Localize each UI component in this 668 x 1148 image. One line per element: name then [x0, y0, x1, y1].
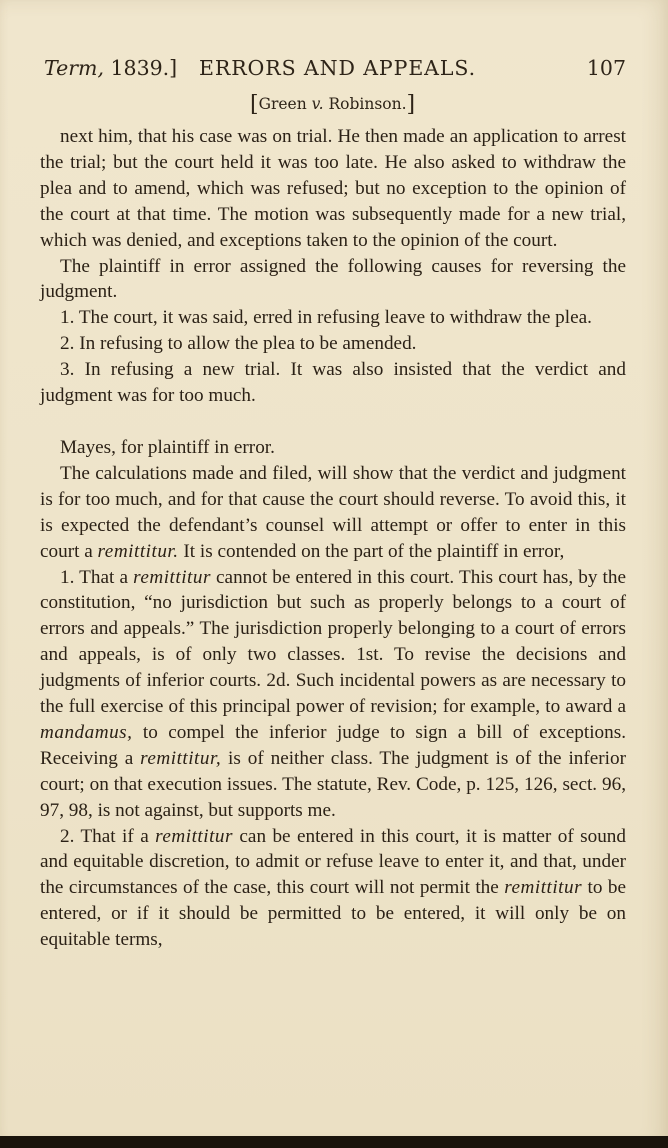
body-paragraph — [40, 124, 626, 254]
caption-party-two: Robinson. — [328, 95, 407, 113]
italic-term: remittitur — [504, 877, 583, 899]
text-segment: to compel the inferior judge to sign a bill of exceptions. Receiving a — [40, 721, 626, 769]
text-segment: The plaintiff in error assigned the following causes for reversing the judgment. — [40, 255, 626, 303]
text-segment: next him, that his case was on trial. He then made an application to arrest the trial; but the court held it was too late. He also asked to withdraw the plea and to amend, which was refused; but no exception to the opinion of the court at that time. The motion was subsequently made for a new trial, which was denied, and exceptions taken to the opinion of the court. — [40, 126, 626, 251]
body-paragraph — [40, 331, 626, 357]
body-paragraph — [40, 435, 626, 461]
term-year: 1839.] — [110, 56, 178, 80]
text-segment: to be entered, or if it should be permitted to be entered, it will only be on equitable terms, — [40, 877, 626, 951]
text-segment: cannot be entered in this court. This court has, by the constitution, “no jurisdiction but such as properly belongs to a court of errors and appeals.” The jurisdiction properly belonging to a court of errors and appeals, is of only two classes. 1st. To revise the decisions and judgments of inferior courts. 2d. Such incidental powers as are necessary to the full exercise of this principal power of revision; for example, to award a — [40, 566, 626, 718]
text-segment: Mayes, for plaintiff in error. — [60, 436, 275, 458]
text-segment: It is contended on the part of the plaintiff in error, — [178, 540, 565, 562]
text-segment: is of neither class. The judgment is of the inferior court; on that execution issues. The statute, Rev. Code, p. 125, 126, sect. 96, 97, 98, is not against, but supports me. — [40, 747, 626, 821]
term-label: Term, — [44, 56, 104, 80]
caption-open-bracket: [ — [250, 92, 259, 117]
text-segment: 2. In refusing to allow the plea to be amended. — [60, 333, 417, 355]
text-segment: 1. The court, it was said, erred in refusing leave to withdraw the plea. — [60, 307, 592, 329]
body-paragraph — [40, 461, 626, 565]
running-head-title: ERRORS AND APPEALS. — [199, 56, 477, 80]
italic-term: remittitur — [155, 825, 233, 847]
text-segment: 1. That a — [60, 566, 134, 588]
body-paragraph — [40, 565, 626, 824]
body-text — [40, 124, 626, 953]
body-paragraph — [40, 254, 626, 306]
page-number: 107 — [586, 56, 626, 80]
body-paragraph — [40, 357, 626, 409]
body-paragraph — [40, 824, 626, 954]
italic-term: mandamus, — [40, 721, 133, 743]
body-paragraph — [40, 305, 626, 331]
page-bottom-edge — [0, 1136, 668, 1148]
text-segment: can be entered in this court, it is matter of sound and equitable discretion, to admit or refuse leave to enter it, and that, under the circumstances of the case, this court will not permit the — [40, 825, 626, 899]
caption-party-one: Green — [258, 95, 307, 113]
caption-versus: v. — [311, 95, 324, 113]
case-caption — [250, 92, 415, 117]
text-segment: 3. In refusing a new trial. It was also insisted that the verdict and judgment was for too much. — [40, 359, 626, 407]
italic-term: remittitur. — [97, 540, 179, 562]
italic-term: remittitur, — [140, 747, 222, 769]
caption-close-bracket: ] — [406, 92, 416, 117]
text-segment: 2. That if a — [60, 825, 156, 847]
running-head-term — [44, 56, 177, 80]
running-head — [44, 52, 626, 88]
text-segment: The calculations made and filed, will show that the verdict and judgment is for too much, and for that cause the court should reverse. To avoid this, it is expected the defendant’s counsel will attempt or offer to enter in this court a — [40, 462, 626, 562]
italic-term: remittitur — [133, 566, 211, 588]
